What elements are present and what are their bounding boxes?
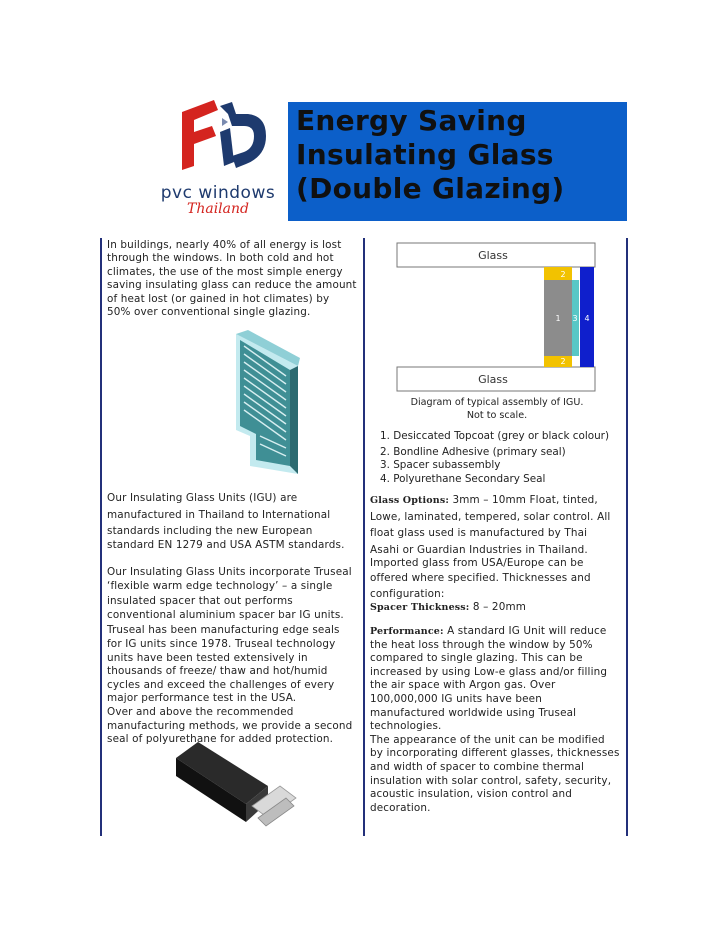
intro-line: In buildings, nearly 40% of all energy is lost <box>107 239 342 251</box>
performance-line: technologies. <box>370 720 442 733</box>
spacer-thickness-section <box>370 601 526 614</box>
diagram-caption <box>372 396 622 422</box>
body-line <box>107 552 352 566</box>
intro-line: climates, the use of the most simple energy <box>107 265 343 278</box>
list-item: 2. Bondline Adhesive (primary seal) <box>380 445 566 458</box>
performance-text: A standard IG Unit will reduce <box>443 625 607 637</box>
body-line: major performance test in the USA. <box>107 692 297 705</box>
glass-options-label: Glass Options: <box>370 495 449 506</box>
glass-options-text: 3mm – 10mm Float, tinted, <box>449 494 598 506</box>
intro-line: through the windows. In both cold and hot <box>107 252 334 265</box>
body-line: for IG units since 1978. Truseal technology <box>107 637 336 650</box>
body-line: manufacturing methods, we provide a second <box>107 719 353 732</box>
title-line-1: Energy Saving <box>296 104 527 137</box>
logo-subtext: Thailand <box>187 201 249 217</box>
performance-line: 100,000,000 IG units have been <box>370 692 542 705</box>
diagram-number-3: 3 <box>572 314 578 323</box>
igu-corner-image <box>206 326 302 476</box>
diagram-number-2-bottom: 2 <box>560 357 566 366</box>
body-line: manufactured in Thailand to International <box>107 508 331 521</box>
caption-line-2: Not to scale. <box>466 410 528 421</box>
performance-line: increased by using Low-e glass and/or filling <box>370 665 608 678</box>
glass-options-line: Lowe, laminated, tempered, solar control. All <box>370 510 611 523</box>
page-title <box>296 104 565 206</box>
list-item: 3. Spacer subassembly <box>380 459 501 471</box>
body-line: standards including the new European <box>107 525 313 538</box>
intro-line: of heat lost (or gained in hot climates) by <box>107 292 330 305</box>
list-item: 1. Desiccated Topcoat (grey or black colour) <box>380 430 609 442</box>
performance-line: manufactured worldwide using Truseal <box>370 706 577 719</box>
glass-options-line: Imported glass from USA/Europe can be <box>370 557 584 570</box>
caption-line-1: Diagram of typical assembly of IGU. <box>410 397 584 408</box>
intro-line: 50% over conventional single glazing. <box>107 306 311 319</box>
performance-line: and width of spacer to combine thermal <box>370 760 585 773</box>
igu-diagram-svg <box>396 242 596 394</box>
logo-mark-icon <box>162 92 274 184</box>
company-logo <box>150 92 290 217</box>
performance-section <box>370 625 620 815</box>
body-line: insulated spacer that out performs <box>107 595 293 608</box>
body-line: conventional aluminium spacer bar IG units. <box>107 608 344 621</box>
glass-options-line: Asahi or Guardian Industries in Thailand. <box>370 543 588 556</box>
adhesive-top <box>544 267 572 280</box>
spacer-thickness-line <box>370 601 526 614</box>
diagram-number-1: 1 <box>555 314 561 323</box>
diagram-number-4: 4 <box>584 314 590 323</box>
title-line-2: Insulating Glass <box>296 138 554 171</box>
glass-options-section <box>370 494 610 601</box>
body-line: Our Insulating Glass Units (IGU) are <box>107 492 298 504</box>
title-line-3: (Double Glazing) <box>296 172 565 205</box>
performance-line: the heat loss through the window by 50% <box>370 638 593 651</box>
list-item: 4. Polyurethane Secondary Seal <box>380 472 546 485</box>
glass-options-line: offered where specified. Thicknesses and <box>370 571 591 584</box>
intro-paragraph <box>107 239 357 319</box>
glass-label-top: Glass <box>478 249 508 262</box>
glass-options-line-1 <box>370 494 610 508</box>
performance-line: the air space with Argon gas. Over <box>370 679 556 692</box>
performance-line: by incorporating different glasses, thicknesses <box>370 747 620 760</box>
body-line: Over and above the recommended <box>107 705 294 718</box>
glass-options-line: float glass used is manufactured by Thai <box>370 527 588 540</box>
left-body-text <box>107 492 352 747</box>
performance-label: Performance: <box>370 626 444 637</box>
body-line: seal of polyurethane for added protection. <box>107 733 334 746</box>
performance-line: insulation with solar control, safety, security, <box>370 774 612 787</box>
diagram-number-2-top: 2 <box>560 270 566 279</box>
body-line: thousands of freeze/ thaw and hot/humid <box>107 665 328 678</box>
center-divider-line <box>363 238 365 836</box>
body-line: units have been tested extensively in <box>107 651 308 664</box>
glass-options-line: configuration: <box>370 587 445 600</box>
body-line: standard EN 1279 and USA ASTM standards. <box>107 538 345 551</box>
spacer-thickness-value: 8 – 20mm <box>469 601 526 613</box>
performance-line: The appearance of the unit can be modified <box>370 733 605 746</box>
logo-text: pvc windows <box>160 183 276 203</box>
spacer-thickness-label: Spacer Thickness: <box>370 602 470 613</box>
performance-line: decoration. <box>370 801 431 814</box>
right-border-line <box>626 238 628 836</box>
performance-line: acoustic insulation, vision control and <box>370 788 572 801</box>
body-line: Truseal has been manufacturing edge seals <box>107 624 340 637</box>
performance-line-1 <box>370 625 620 639</box>
adhesive-bottom <box>544 356 572 367</box>
igu-assembly-diagram <box>396 242 596 394</box>
body-line: Our Insulating Glass Units incorporate Truseal <box>107 565 352 578</box>
body-line: ‘flexible warm edge technology’ – a single <box>107 579 333 592</box>
spacer-bar-image <box>168 736 302 828</box>
components-list <box>380 430 609 486</box>
intro-line: saving insulating glass can reduce the amount <box>107 279 357 292</box>
performance-line: compared to single glazing. This can be <box>370 652 583 665</box>
body-line: cycles and exceed the challenges of every <box>107 678 335 691</box>
left-border-line <box>100 238 102 836</box>
glass-label-bottom: Glass <box>478 373 508 386</box>
